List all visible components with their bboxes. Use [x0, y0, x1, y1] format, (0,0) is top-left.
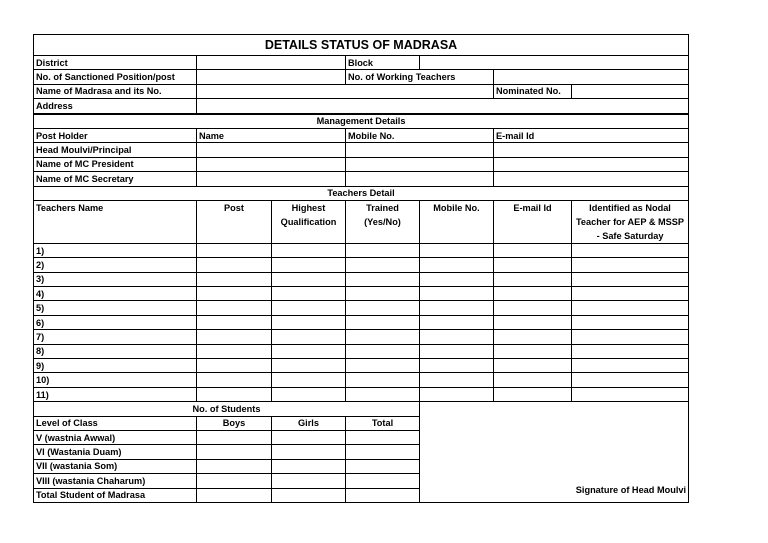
teacher-trained-field[interactable]	[346, 301, 420, 315]
teacher-qualification-field[interactable]	[272, 315, 346, 329]
management-name-field[interactable]	[197, 172, 346, 186]
teacher-mobile-field[interactable]	[420, 272, 494, 286]
madrasa-name-label: Name of Madrasa and its No.	[34, 84, 197, 98]
teacher-row-number: 3)	[34, 272, 197, 286]
teacher-email-field[interactable]	[494, 272, 572, 286]
girls-count-field[interactable]	[272, 445, 346, 459]
total-count-field[interactable]	[346, 474, 420, 488]
teacher-post-field[interactable]	[197, 359, 272, 373]
teacher-mobile-field[interactable]	[420, 301, 494, 315]
teacher-post-field[interactable]	[197, 330, 272, 344]
teacher-row-number: 6)	[34, 315, 197, 329]
teacher-post-field[interactable]	[197, 243, 272, 257]
management-email-field[interactable]	[494, 172, 689, 186]
teacher-nodal-field[interactable]	[572, 258, 689, 272]
management-email-field[interactable]	[494, 143, 689, 157]
teacher-nodal-field[interactable]	[572, 272, 689, 286]
total-header: Total	[346, 416, 420, 430]
madrasa-name-field[interactable]	[197, 84, 494, 98]
working-teachers-field[interactable]	[494, 70, 689, 84]
teacher-email-field[interactable]	[494, 287, 572, 301]
teacher-mobile-header: Mobile No.	[420, 200, 494, 243]
teacher-nodal-field[interactable]	[572, 287, 689, 301]
teacher-row	[34, 287, 689, 301]
boys-count-field[interactable]	[197, 474, 272, 488]
management-heading: Management Details	[34, 114, 689, 129]
class-level-label: VIII (wastania Chaharum)	[34, 474, 197, 488]
teacher-row-number: 10)	[34, 373, 197, 387]
teacher-email-field[interactable]	[494, 344, 572, 358]
teacher-row-number: 1)	[34, 243, 197, 257]
qualification-header: Highest Qualification	[272, 200, 346, 243]
teacher-email-field[interactable]	[494, 315, 572, 329]
management-email-field[interactable]	[494, 157, 689, 171]
class-level-label: Total Student of Madrasa	[34, 488, 197, 502]
teacher-email-field[interactable]	[494, 243, 572, 257]
teacher-mobile-field[interactable]	[420, 258, 494, 272]
teacher-qualification-field[interactable]	[272, 243, 346, 257]
total-count-field[interactable]	[346, 459, 420, 473]
teacher-post-field[interactable]	[197, 344, 272, 358]
teacher-row	[34, 344, 689, 358]
working-teachers-label: No. of Working Teachers	[346, 70, 494, 84]
total-count-field[interactable]	[346, 488, 420, 502]
teacher-qualification-field[interactable]	[272, 344, 346, 358]
boys-count-field[interactable]	[197, 430, 272, 444]
teacher-nodal-field[interactable]	[572, 301, 689, 315]
boys-count-field[interactable]	[197, 459, 272, 473]
email-header: E-mail Id	[494, 128, 689, 142]
teacher-qualification-field[interactable]	[272, 373, 346, 387]
teacher-row	[34, 301, 689, 315]
class-level-label: V (wastnia Awwal)	[34, 430, 197, 444]
teacher-row	[34, 359, 689, 373]
teacher-trained-field[interactable]	[346, 243, 420, 257]
teacher-mobile-field[interactable]	[420, 243, 494, 257]
teacher-row	[34, 258, 689, 272]
teacher-mobile-field[interactable]	[420, 287, 494, 301]
management-name-field[interactable]	[197, 157, 346, 171]
teacher-email-field[interactable]	[494, 301, 572, 315]
block-label: Block	[346, 56, 420, 70]
teacher-nodal-field[interactable]	[572, 330, 689, 344]
teacher-row	[34, 373, 689, 387]
girls-count-field[interactable]	[272, 459, 346, 473]
teacher-email-field[interactable]	[494, 330, 572, 344]
madrasa-status-form	[33, 34, 689, 503]
teacher-mobile-field[interactable]	[420, 330, 494, 344]
signature-area	[420, 402, 689, 503]
teacher-row-number: 5)	[34, 301, 197, 315]
teacher-qualification-field[interactable]	[272, 387, 346, 401]
teacher-qualification-field[interactable]	[272, 287, 346, 301]
management-name-field[interactable]	[197, 143, 346, 157]
teacher-row	[34, 387, 689, 401]
teachers-heading: Teachers Detail	[34, 186, 689, 200]
teacher-qualification-field[interactable]	[272, 301, 346, 315]
teacher-mobile-field[interactable]	[420, 359, 494, 373]
teacher-nodal-field[interactable]	[572, 344, 689, 358]
teacher-qualification-field[interactable]	[272, 330, 346, 344]
sanctioned-field[interactable]	[197, 70, 346, 84]
teacher-trained-field[interactable]	[346, 359, 420, 373]
teacher-trained-field[interactable]	[346, 330, 420, 344]
management-row-label: Name of MC President	[34, 157, 197, 171]
teacher-row-number: 9)	[34, 359, 197, 373]
boys-count-field[interactable]	[197, 488, 272, 502]
total-count-field[interactable]	[346, 430, 420, 444]
sanctioned-label: No. of Sanctioned Position/post	[34, 70, 197, 84]
teacher-post-field[interactable]	[197, 272, 272, 286]
boys-header: Boys	[197, 416, 272, 430]
teacher-row-number: 4)	[34, 287, 197, 301]
teacher-email-field[interactable]	[494, 373, 572, 387]
teacher-row-number: 11)	[34, 387, 197, 401]
name-header: Name	[197, 128, 346, 142]
teacher-post-field[interactable]	[197, 258, 272, 272]
teacher-row-number: 7)	[34, 330, 197, 344]
teacher-mobile-field[interactable]	[420, 373, 494, 387]
teacher-mobile-field[interactable]	[420, 387, 494, 401]
address-field[interactable]	[197, 99, 689, 114]
teacher-trained-field[interactable]	[346, 344, 420, 358]
teacher-post-field[interactable]	[197, 315, 272, 329]
teacher-post-field[interactable]	[197, 387, 272, 401]
teacher-row	[34, 243, 689, 257]
teacher-post-field[interactable]	[197, 301, 272, 315]
teacher-trained-field[interactable]	[346, 315, 420, 329]
teacher-nodal-field[interactable]	[572, 315, 689, 329]
address-label: Address	[34, 99, 197, 114]
teacher-nodal-field[interactable]	[572, 359, 689, 373]
girls-header: Girls	[272, 416, 346, 430]
teacher-row-number: 8)	[34, 344, 197, 358]
management-mobile-field[interactable]	[346, 172, 494, 186]
teacher-nodal-field[interactable]	[572, 243, 689, 257]
teacher-nodal-field[interactable]	[572, 387, 689, 401]
management-row-label: Name of MC Secretary	[34, 172, 197, 186]
level-of-class-header: Level of Class	[34, 416, 197, 430]
teacher-email-field[interactable]	[494, 258, 572, 272]
teacher-row-number: 2)	[34, 258, 197, 272]
teacher-qualification-field[interactable]	[272, 272, 346, 286]
teacher-post-field[interactable]	[197, 373, 272, 387]
form-title: DETAILS STATUS OF MADRASA	[34, 35, 689, 56]
teacher-email-header: E-mail Id	[494, 200, 572, 243]
teacher-qualification-field[interactable]	[272, 359, 346, 373]
teacher-post-field[interactable]	[197, 287, 272, 301]
girls-count-field[interactable]	[272, 474, 346, 488]
mobile-header: Mobile No.	[346, 128, 494, 142]
management-mobile-field[interactable]	[346, 143, 494, 157]
trained-header: Trained (Yes/No)	[346, 200, 420, 243]
district-field[interactable]	[197, 56, 346, 70]
management-row-label: Head Moulvi/Principal	[34, 143, 197, 157]
nominated-no-label: Nominated No.	[494, 84, 572, 98]
teacher-qualification-field[interactable]	[272, 258, 346, 272]
teacher-mobile-field[interactable]	[420, 344, 494, 358]
teacher-trained-field[interactable]	[346, 258, 420, 272]
post-holder-header: Post Holder	[34, 128, 197, 142]
students-heading: No. of Students	[34, 402, 420, 416]
class-level-label: VI (Wastania Duam)	[34, 445, 197, 459]
total-count-field[interactable]	[346, 445, 420, 459]
teacher-trained-field[interactable]	[346, 287, 420, 301]
teacher-row	[34, 330, 689, 344]
girls-count-field[interactable]	[272, 430, 346, 444]
teacher-trained-field[interactable]	[346, 272, 420, 286]
management-mobile-field[interactable]	[346, 157, 494, 171]
teacher-nodal-field[interactable]	[572, 373, 689, 387]
girls-count-field[interactable]	[272, 488, 346, 502]
teacher-email-field[interactable]	[494, 387, 572, 401]
boys-count-field[interactable]	[197, 445, 272, 459]
teacher-trained-field[interactable]	[346, 387, 420, 401]
teacher-trained-field[interactable]	[346, 373, 420, 387]
block-field[interactable]	[420, 56, 689, 70]
teacher-row	[34, 315, 689, 329]
class-level-label: VII (wastania Som)	[34, 459, 197, 473]
nominated-no-field[interactable]	[572, 84, 689, 98]
district-label: District	[34, 56, 197, 70]
teacher-mobile-field[interactable]	[420, 315, 494, 329]
teachers-name-header: Teachers Name	[34, 200, 197, 243]
signature-label: Signature of Head Moulvi	[575, 484, 687, 495]
nodal-teacher-header: Identified as Nodal Teacher for AEP & MSSP - Safe Saturday	[572, 200, 689, 243]
teacher-row	[34, 272, 689, 286]
post-header: Post	[197, 200, 272, 243]
teacher-email-field[interactable]	[494, 359, 572, 373]
